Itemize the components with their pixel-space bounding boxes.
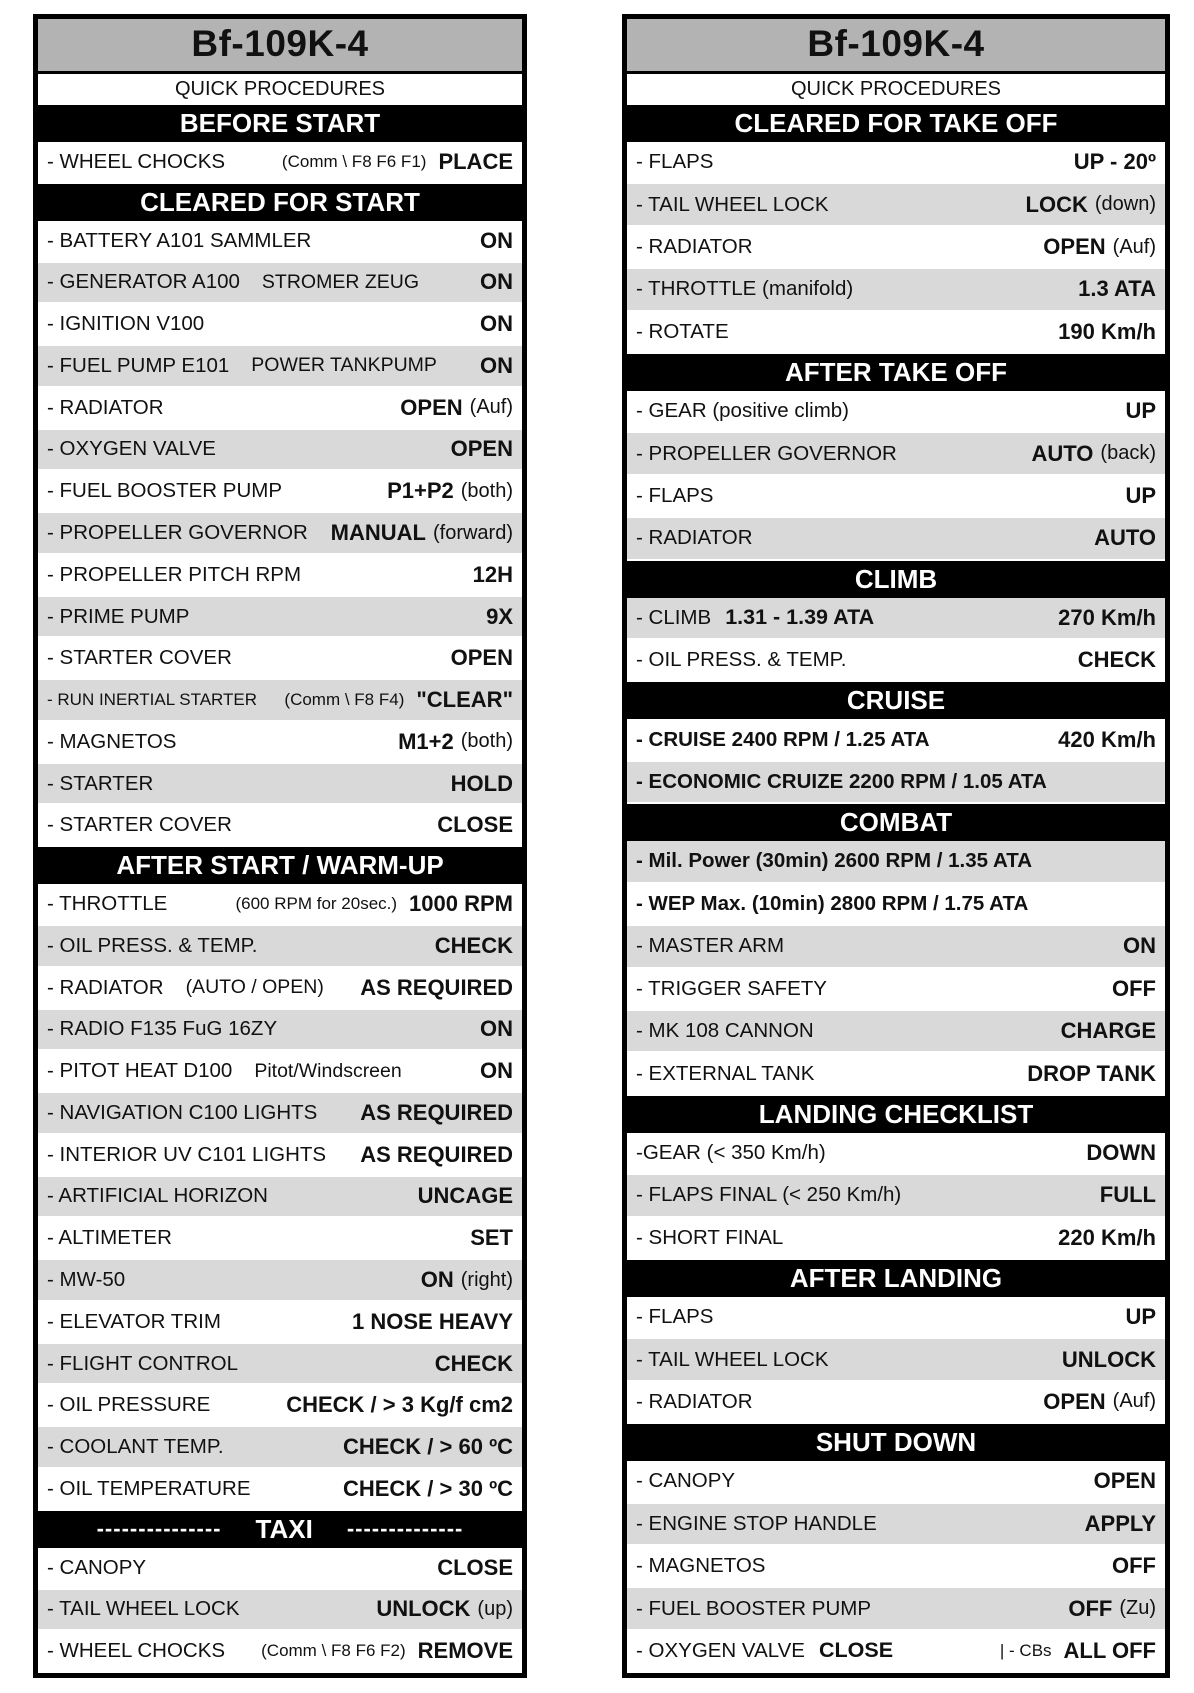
- checklist-row: [38, 1302, 522, 1344]
- checklist-row: [38, 263, 522, 305]
- checklist-row: [627, 227, 1165, 269]
- section-header: LANDING CHECKLIST: [627, 1096, 1165, 1133]
- row-value-suffix: (back): [1100, 442, 1156, 465]
- row-value: AS REQUIRED: [360, 1141, 513, 1167]
- row-value: CLOSE: [437, 1554, 513, 1580]
- row-value: ON: [1123, 933, 1156, 959]
- row-label: - TAIL WHEEL LOCK: [636, 1347, 829, 1371]
- row-label: - FUEL BOOSTER PUMP: [636, 1596, 872, 1620]
- section-header: BEFORE START: [38, 105, 522, 142]
- checklist-row: [627, 1546, 1165, 1588]
- row-label: - OIL PRESS. & TEMP.: [636, 648, 847, 672]
- row-value-suffix: (up): [477, 1597, 513, 1620]
- row-label: - MAGNETOS: [636, 1554, 766, 1578]
- section-header: COMBAT: [627, 804, 1165, 841]
- row-value: ON: [480, 1058, 513, 1084]
- row-value: OPEN: [1093, 1468, 1156, 1494]
- checklist-row: [38, 1218, 522, 1260]
- row-value: AUTO: [1031, 440, 1094, 466]
- row-value: ALL OFF: [1063, 1637, 1156, 1663]
- checklist-row: [627, 142, 1165, 184]
- section-header: CLEARED FOR TAKE OFF: [627, 105, 1165, 142]
- checklist-row: [627, 1011, 1165, 1053]
- checklist-row: [38, 764, 522, 806]
- row-label: - RADIO F135 FuG 16ZY: [47, 1017, 278, 1041]
- checklist-row: [627, 1133, 1165, 1175]
- row-label: - RADIATOR: [636, 235, 753, 259]
- checklist-row: [38, 638, 522, 680]
- row-label: - STARTER COVER: [47, 813, 232, 837]
- row-value: 420 Km/h: [1058, 726, 1156, 752]
- row-secondary-label: (AUTO / OPEN): [185, 976, 324, 999]
- row-label: - THROTTLE (manifold): [636, 277, 854, 301]
- row-value: AS REQUIRED: [360, 1099, 513, 1125]
- section-header: AFTER TAKE OFF: [627, 354, 1165, 391]
- row-value: UNCAGE: [417, 1183, 513, 1209]
- row-label: - ENGINE STOP HANDLE: [636, 1511, 877, 1535]
- checklist-row: [38, 1469, 522, 1511]
- row-value: P1+P2: [387, 478, 454, 504]
- row-value: AUTO: [1094, 525, 1156, 551]
- checklist-row: [627, 969, 1165, 1011]
- row-label: - ALTIMETER: [47, 1226, 172, 1250]
- row-label: - ROTATE: [636, 319, 729, 343]
- checklist-row: [627, 762, 1165, 804]
- checklist-row: [38, 388, 522, 430]
- checklist-row: [38, 1135, 522, 1177]
- row-value-suffix: (right): [460, 1268, 513, 1291]
- checklist-column-left: [33, 14, 527, 1678]
- column-subtitle: QUICK PROCEDURES: [38, 74, 522, 105]
- row-label: - IGNITION V100: [47, 312, 205, 336]
- row-note: (Comm \ F8 F4): [284, 690, 405, 710]
- row-label: - MASTER ARM: [636, 934, 785, 958]
- section-header: CLEARED FOR START: [38, 184, 522, 221]
- row-value: CHECK: [434, 1350, 513, 1376]
- row-value: UP: [1125, 483, 1156, 509]
- row-label: - Mil. Power (30min) 2600 RPM / 1.35 ATA: [636, 849, 1033, 873]
- column-title: Bf-109K-4: [38, 19, 522, 74]
- row-label: - THROTTLE: [47, 892, 168, 916]
- checklist-row: [627, 476, 1165, 518]
- checklist-row: [627, 926, 1165, 968]
- row-label: - CLIMB: [636, 605, 712, 629]
- row-value: 1000 RPM: [409, 891, 513, 917]
- checklist-row: [38, 346, 522, 388]
- checklist-row: [627, 391, 1165, 433]
- row-value: M1+2: [398, 728, 454, 754]
- row-label: - MAGNETOS: [47, 729, 177, 753]
- row-label: - CANOPY: [47, 1555, 147, 1579]
- row-value: CLOSE: [437, 812, 513, 838]
- row-value: UNLOCK: [1061, 1346, 1156, 1372]
- checklist-row: [627, 1297, 1165, 1339]
- checklist-row: [627, 841, 1165, 883]
- row-label: - RADIATOR: [47, 395, 164, 419]
- row-value: CHECK / > 30 ºC: [342, 1475, 513, 1501]
- checklist-row: [627, 719, 1165, 761]
- checklist-row: [38, 471, 522, 513]
- row-label: - OXYGEN VALVE: [47, 437, 216, 461]
- row-label: - OIL PRESSURE: [47, 1393, 211, 1417]
- row-label: - PROPELLER PITCH RPM: [47, 562, 302, 586]
- row-label: - OIL TEMPERATURE: [47, 1476, 251, 1500]
- column-subtitle: QUICK PROCEDURES: [627, 74, 1165, 105]
- checklist-row: [38, 968, 522, 1010]
- row-value: 190 Km/h: [1058, 318, 1156, 344]
- row-value: CHECK: [434, 932, 513, 958]
- checklist-row: [627, 1053, 1165, 1095]
- row-value: ON: [420, 1267, 454, 1293]
- row-label: - MK 108 CANNON: [636, 1019, 814, 1043]
- checklist-row: [38, 1051, 522, 1093]
- checklist-row: [38, 142, 522, 184]
- row-label: - CRUISE 2400 RPM / 1.25 ATA: [636, 727, 930, 751]
- section-header: CLIMB: [627, 561, 1165, 598]
- row-label: - RADIATOR: [636, 1389, 753, 1413]
- row-label: - RADIATOR: [636, 526, 753, 550]
- row-value: 1.3 ATA: [1078, 276, 1156, 302]
- row-label: - PITOT HEAT D100: [47, 1059, 233, 1083]
- checklist-row: [38, 722, 522, 764]
- row-label: - STARTER COVER: [47, 646, 232, 670]
- checklist-row: [38, 805, 522, 847]
- checklist-row: [38, 221, 522, 263]
- checklist-row: [38, 1548, 522, 1590]
- row-value: FULL: [1099, 1182, 1156, 1208]
- row-label: - OIL PRESS. & TEMP.: [47, 933, 258, 957]
- row-label: - PRIME PUMP: [47, 604, 190, 628]
- row-label: - EXTERNAL TANK: [636, 1061, 815, 1085]
- row-label: - INTERIOR UV C101 LIGHTS: [47, 1142, 327, 1166]
- row-value: AS REQUIRED: [360, 974, 513, 1000]
- row-value: OPEN: [450, 645, 513, 671]
- column-title: Bf-109K-4: [627, 19, 1165, 74]
- section-header: [38, 1511, 522, 1548]
- row-secondary-label: STROMER ZEUG: [261, 270, 420, 293]
- row-value-suffix: (both): [460, 479, 513, 502]
- row-value: OPEN: [400, 394, 463, 420]
- row-value: LOCK: [1025, 191, 1088, 217]
- checklist-row: [38, 1093, 522, 1135]
- row-note: (Comm \ F8 F6 F1): [281, 151, 427, 171]
- row-value: CHECK / > 60 ºC: [342, 1434, 513, 1460]
- row-value: CHECK / > 3 Kg/f cm2: [286, 1392, 513, 1418]
- row-label: - ARTIFICIAL HORIZON: [47, 1184, 268, 1208]
- row-value-suffix: (Auf): [469, 396, 513, 419]
- row-label: - ELEVATOR TRIM: [47, 1309, 221, 1333]
- row-value: OFF: [1112, 975, 1156, 1001]
- row-secondary-label: Pitot/Windscreen: [254, 1059, 402, 1082]
- row-value: OFF: [1068, 1595, 1113, 1621]
- checklist-row: [38, 926, 522, 968]
- row-value: APPLY: [1084, 1510, 1156, 1536]
- checklist-row: [627, 312, 1165, 354]
- row-label: - FLAPS FINAL (< 250 Km/h): [636, 1183, 902, 1207]
- row-value: DROP TANK: [1027, 1060, 1156, 1086]
- section-header: SHUT DOWN: [627, 1424, 1165, 1461]
- row-label: - SHORT FINAL: [636, 1225, 784, 1249]
- row-label: - WHEEL CHOCKS: [47, 149, 226, 173]
- row-value: CHARGE: [1060, 1018, 1156, 1044]
- row-value: UP - 20º: [1073, 149, 1156, 175]
- row-label-strong: CLOSE: [819, 1638, 894, 1663]
- row-value: 220 Km/h: [1058, 1224, 1156, 1250]
- checklist-row: [38, 1177, 522, 1219]
- checklist-row: [627, 1339, 1165, 1381]
- row-label: - FLIGHT CONTROL: [47, 1351, 238, 1375]
- row-label: - FLAPS: [636, 1305, 714, 1329]
- row-label: - PROPELLER GOVERNOR: [636, 441, 897, 465]
- row-value: OPEN: [450, 436, 513, 462]
- checklist-row: [627, 1382, 1165, 1424]
- checklist-row: [38, 884, 522, 926]
- checklist-row: [627, 1504, 1165, 1546]
- checklist-row: [38, 513, 522, 555]
- checklist-row: [38, 430, 522, 472]
- row-label: - MW-50: [47, 1268, 126, 1292]
- row-value: HOLD: [450, 770, 513, 796]
- row-label: - CANOPY: [636, 1469, 736, 1493]
- row-value: UP: [1125, 1304, 1156, 1330]
- row-value: CHECK: [1077, 647, 1156, 673]
- row-value: 12H: [472, 561, 513, 587]
- sections-container: [38, 105, 522, 1673]
- row-label: - OXYGEN VALVE: [636, 1638, 805, 1662]
- row-value: OFF: [1112, 1553, 1156, 1579]
- row-value: 270 Km/h: [1058, 604, 1156, 630]
- checklist-row: [38, 680, 522, 722]
- section-header: AFTER LANDING: [627, 1260, 1165, 1297]
- checklist-row: [627, 1631, 1165, 1673]
- section-header-label: TAXI: [255, 1513, 313, 1544]
- checklist-row: [627, 640, 1165, 682]
- row-label: - PROPELLER GOVERNOR: [47, 521, 308, 544]
- row-label: - TRIGGER SAFETY: [636, 976, 827, 1000]
- checklist-row: [627, 884, 1165, 926]
- row-value-suffix: (Zu): [1119, 1597, 1156, 1620]
- checklist-row: [627, 433, 1165, 475]
- row-label: - ECONOMIC CRUIZE 2200 RPM / 1.05 ATA: [636, 770, 1047, 794]
- row-label: - GENERATOR A100: [47, 270, 240, 294]
- row-label: - FLAPS: [636, 484, 714, 508]
- row-note: (Comm \ F8 F6 F2): [261, 1641, 406, 1661]
- checklist-row: [38, 597, 522, 639]
- header-dash-left: ---------------: [96, 1516, 222, 1542]
- row-value-suffix: (down): [1094, 193, 1156, 216]
- row-value: ON: [480, 269, 513, 295]
- row-value: MANUAL: [330, 520, 426, 545]
- checklist-column-right: [622, 14, 1170, 1678]
- row-secondary-label: POWER TANKPUMP: [251, 354, 437, 377]
- row-value: OPEN: [1043, 1388, 1106, 1414]
- row-label: -GEAR (< 350 Km/h): [636, 1140, 826, 1164]
- row-label-strong: 1.31 - 1.39 ATA: [725, 605, 875, 630]
- row-label: - FUEL BOOSTER PUMP: [47, 479, 283, 503]
- checklist-row: [627, 1218, 1165, 1260]
- row-label: - COOLANT TEMP.: [47, 1435, 224, 1459]
- row-value: ON: [480, 1016, 513, 1042]
- header-dash-right: --------------: [346, 1516, 464, 1542]
- row-label: - RUN INERTIAL STARTER: [47, 690, 258, 710]
- row-value: OPEN: [1043, 234, 1106, 260]
- row-value-suffix: (Auf): [1112, 1390, 1156, 1413]
- checklist-row: [38, 1427, 522, 1469]
- row-label: - TAIL WHEEL LOCK: [636, 192, 829, 216]
- row-value-suffix: (forward): [432, 521, 513, 544]
- section-header: CRUISE: [627, 682, 1165, 719]
- checklist-row: [38, 555, 522, 597]
- row-value: ON: [480, 227, 513, 253]
- row-value: ON: [480, 311, 513, 337]
- sections-container: [627, 105, 1165, 1673]
- checklist-row: [38, 1260, 522, 1302]
- row-value: 9X: [486, 603, 513, 629]
- row-value: REMOVE: [417, 1638, 513, 1664]
- checklist-row: [627, 269, 1165, 311]
- checklist-row: [38, 304, 522, 346]
- row-value-suffix: (Auf): [1112, 235, 1156, 258]
- row-label: - FLAPS: [636, 150, 714, 174]
- checklist-row: [627, 1588, 1165, 1630]
- row-label: - TAIL WHEEL LOCK: [47, 1597, 240, 1621]
- row-label: - NAVIGATION C100 LIGHTS: [47, 1100, 318, 1124]
- row-label: - RADIATOR: [47, 975, 164, 999]
- row-value: PLACE: [438, 148, 513, 174]
- checklist-row: [38, 1344, 522, 1386]
- row-note: | - CBs: [999, 1640, 1052, 1660]
- section-header: AFTER START / WARM-UP: [38, 847, 522, 884]
- checklist-row: [627, 518, 1165, 560]
- checklist-row: [627, 598, 1165, 640]
- row-label: - WHEEL CHOCKS: [47, 1639, 226, 1663]
- checklist-row: [38, 1590, 522, 1632]
- row-value: 1 NOSE HEAVY: [352, 1308, 513, 1334]
- row-value: UP: [1125, 398, 1156, 424]
- row-value-suffix: (both): [460, 730, 513, 753]
- row-label: - BATTERY A101 SAMMLER: [47, 228, 312, 252]
- checklist-row: [38, 1631, 522, 1673]
- checklist-row: [38, 1385, 522, 1427]
- row-label: - WEP Max. (10min) 2800 RPM / 1.75 ATA: [636, 891, 1029, 915]
- row-value: UNLOCK: [376, 1596, 471, 1622]
- row-label: - GEAR (positive climb): [636, 399, 850, 423]
- row-value: ON: [480, 352, 513, 378]
- checklist-row: [627, 1461, 1165, 1503]
- row-value: DOWN: [1086, 1139, 1156, 1165]
- row-value: "CLEAR": [416, 687, 513, 713]
- row-note: (600 RPM for 20sec.): [235, 894, 398, 914]
- checklist-row: [627, 184, 1165, 226]
- row-label: - STARTER: [47, 771, 154, 795]
- checklist-row: [627, 1175, 1165, 1217]
- row-value: SET: [470, 1225, 513, 1251]
- checklist-row: [38, 1010, 522, 1052]
- row-label: - FUEL PUMP E101: [47, 353, 230, 377]
